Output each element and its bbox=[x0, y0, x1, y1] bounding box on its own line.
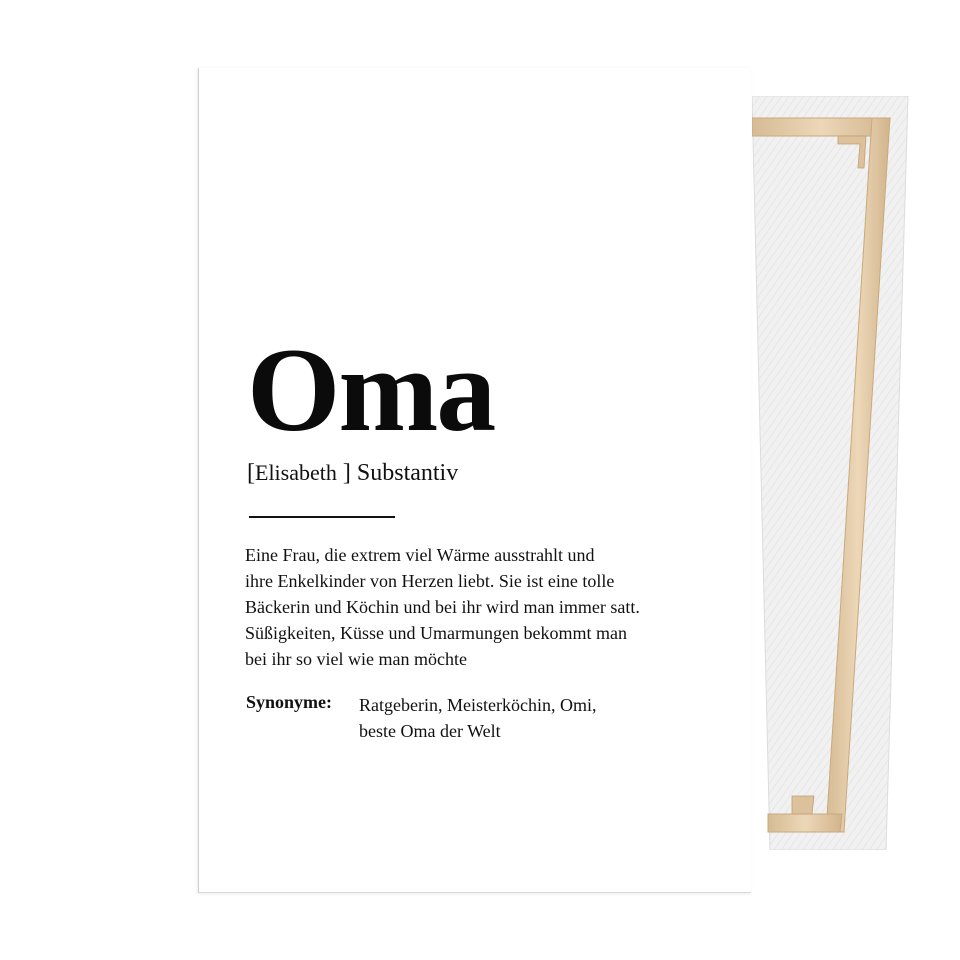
divider-line bbox=[249, 516, 395, 518]
poster-word: Oma bbox=[247, 323, 495, 456]
definition-line: Bäckerin und Köchin und bei ihr wird man immer satt. bbox=[245, 597, 640, 617]
frame-bottom-bar bbox=[768, 814, 842, 832]
definition-line: ihre Enkelkinder von Herzen liebt. Sie ist eine tolle bbox=[245, 571, 615, 591]
synonyms-line: Ratgeberin, Meisterköchin, Omi, bbox=[359, 695, 597, 715]
definition-line: Eine Frau, die extrem viel Wärme ausstrahlt und bbox=[245, 545, 595, 565]
synonyms-line: beste Oma der Welt bbox=[359, 721, 501, 741]
definition-line: bei ihr so viel wie man möchte bbox=[245, 649, 467, 669]
synonyms-label: Synonyme: bbox=[246, 692, 333, 712]
canvas-front bbox=[198, 68, 751, 893]
definition-text bbox=[245, 542, 735, 672]
bracket-close: ] bbox=[342, 460, 351, 486]
poster-subtitle bbox=[247, 460, 458, 487]
synonyms-values bbox=[359, 692, 596, 744]
bracket-open: [ bbox=[247, 460, 255, 486]
poster-name: Elisabeth bbox=[255, 460, 337, 485]
definition-line: Süßigkeiten, Küsse und Umarmungen bekommt man bbox=[245, 623, 627, 643]
canvas-back-frame bbox=[752, 96, 910, 850]
word-class: Substantiv bbox=[356, 460, 459, 486]
frame-bottom-brace bbox=[792, 796, 814, 814]
frame-top-bar bbox=[752, 118, 890, 136]
